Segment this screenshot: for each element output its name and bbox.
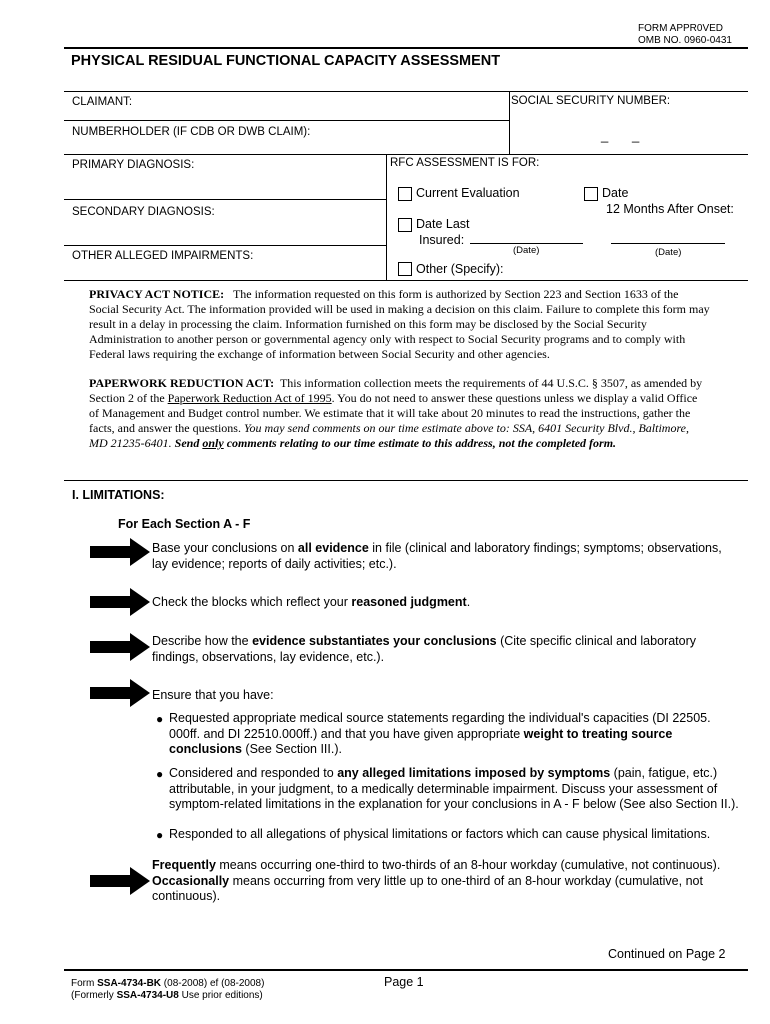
frequency-definitions: Frequently means occurring one-third to two-thirds of an 8-hour workday (cumulative, not continuous). Occasionally means occurring from very little up to one-third of an 8-hour workday (cumulative, not continuous). [152,858,721,903]
section-rule [64,480,748,481]
paperwork-line-2: Section 2 of the Paperwork Reduction Act of 1995. You do not need to answer these questions unless we display a valid Office [89,391,698,405]
date-caption-1: (Date) [513,245,540,256]
title-rule [64,47,748,49]
date-12-months-label: Date [602,186,629,200]
date-last-insured-label: Date Last [416,217,470,231]
paperwork-notice [89,376,749,451]
bullet-allegations: Responded to all allegations of physical limitations or factors which can cause physical limitations. [169,827,711,841]
other-impairments-label: OTHER ALLEGED IMPAIRMENTS: [72,250,254,262]
ssn-dash-2: _ [632,128,640,143]
grid-top-rule [64,91,748,92]
paperwork-act-link: Paperwork Reduction Act of 1995 [167,391,332,405]
other-specify-label: Other (Specify): [416,262,504,276]
instruction-judgment: Check the blocks which reflect your reasoned judgment. [152,595,471,609]
ssn-dash-1: _ [601,128,609,143]
numberholder-label: NUMBERHOLDER (IF CDB OR DWB CLAIM): [72,126,311,138]
footer-rule [64,969,748,971]
bullet-icon: ● [156,712,164,726]
other-specify-checkbox[interactable] [398,262,412,276]
limitations-subheading: For Each Section A - F [118,517,251,531]
date-last-insured-checkbox[interactable] [398,218,412,232]
primary-diagnosis-label: PRIMARY DIAGNOSIS: [72,159,195,171]
privacy-heading: PRIVACY ACT NOTICE: [89,287,225,301]
paperwork-line-1: PAPERWORK REDUCTION ACT: This information collection meets the requirements of 44 U.S.C. § 3507, as amended by [89,376,703,390]
current-evaluation-label: Current Evaluation [416,186,520,200]
grid-divider-ssn [509,91,510,154]
current-evaluation-checkbox[interactable] [398,187,412,201]
privacy-line-4: Administration to another person or governmental agency only with respect to Social Security programs and to comply with [89,332,686,346]
date-12-months-label-2: 12 Months After Onset: [606,202,734,216]
arrow-icon [90,867,150,895]
arrow-icon [90,538,150,566]
ssn-label: SOCIAL SECURITY NUMBER: [511,95,671,107]
omb-number: OMB NO. 0960-0431 [638,35,732,46]
limitations-heading: I. LIMITATIONS: [72,488,165,502]
paperwork-line-4: facts, and answer the questions. You may send comments on our time estimate above to: SSA, 6401 Security Blvd., Baltimore, [89,421,690,435]
numberholder-rule [64,154,748,155]
privacy-line-3: result in a delay in processing the claim. Information furnished on this form may be disclosed by the Social Security [89,317,647,331]
privacy-notice [89,287,749,362]
page-title: PHYSICAL RESIDUAL FUNCTIONAL CAPACITY ASSESSMENT [71,53,501,69]
instruction-ensure: Ensure that you have: [152,688,274,702]
form-number: Form SSA-4734-BK (08-2008) ef (08-2008) [71,978,265,989]
continued-note: Continued on Page 2 [608,947,726,961]
secondary-diagnosis-label: SECONDARY DIAGNOSIS: [72,206,215,218]
bullet-medical-source: Requested appropriate medical source statements regarding the individual's capacities (DI 22505. 000ff. and DI 22510.000ff.) and that you have given appropriate weight to treating source conclusions (See Section III.). [169,711,711,756]
instruction-evidence: Base your conclusions on all evidence in file (clinical and laboratory findings; symptoms; observations, lay evidence; reports of daily activities; etc.). [152,541,722,571]
bullet-icon: ● [156,828,164,842]
formerly-note: (Formerly SSA-4734-U8 Use prior editions) [71,990,263,1001]
arrow-icon [90,633,150,661]
arrow-icon [90,679,150,707]
secondary-rule [64,245,386,246]
date-last-insured-line[interactable] [470,243,583,244]
paperwork-heading: PAPERWORK REDUCTION ACT: [89,376,275,390]
primary-rule [64,199,386,200]
arrow-icon [90,588,150,616]
bullet-symptoms: Considered and responded to any alleged limitations imposed by symptoms (pain, fatigue, etc.) attributable, in your judgment, to a medically determinable impairment. Discuss your assessment of symptom-related limitations in the explanation for your conclusions in A - F below (See also Section II.). [169,766,739,811]
grid-divider-rfc [386,154,387,281]
privacy-line-5: Federal laws requiring the exchange of information between Social Security and other agencies. [89,347,550,361]
date-12-months-checkbox[interactable] [584,187,598,201]
form-approved: FORM APPR0VED [638,23,724,34]
paperwork-line-3: of Management and Budget control number. We estimate that it will take about 20 minutes to read the instructions, gather the [89,406,691,420]
rfc-for-label: RFC ASSESSMENT IS FOR: [390,157,540,169]
page-number: Page 1 [384,975,424,989]
privacy-line-1: PRIVACY ACT NOTICE: The information requested on this form is authorized by Section 223 and Section 1633 of the [89,287,679,301]
date-last-insured-label-2: Insured: [419,233,465,247]
paperwork-line-5: MD 21235-6401. Send only comments relating to our time estimate to this address, not the completed form. [89,436,617,450]
claimant-rule [64,120,509,121]
privacy-line-2: Social Security Act. The information provided will be used in making a decision on this claim. Failure to complete this form may [89,302,710,316]
date-12-months-line[interactable] [611,243,725,244]
date-caption-2: (Date) [655,247,682,258]
instruction-describe: Describe how the evidence substantiates your conclusions (Cite specific clinical and laboratory findings, observations, lay evidence, etc.). [152,634,696,664]
bullet-icon: ● [156,767,164,781]
claimant-label: CLAIMANT: [72,96,133,108]
grid-bottom-rule [64,280,748,281]
